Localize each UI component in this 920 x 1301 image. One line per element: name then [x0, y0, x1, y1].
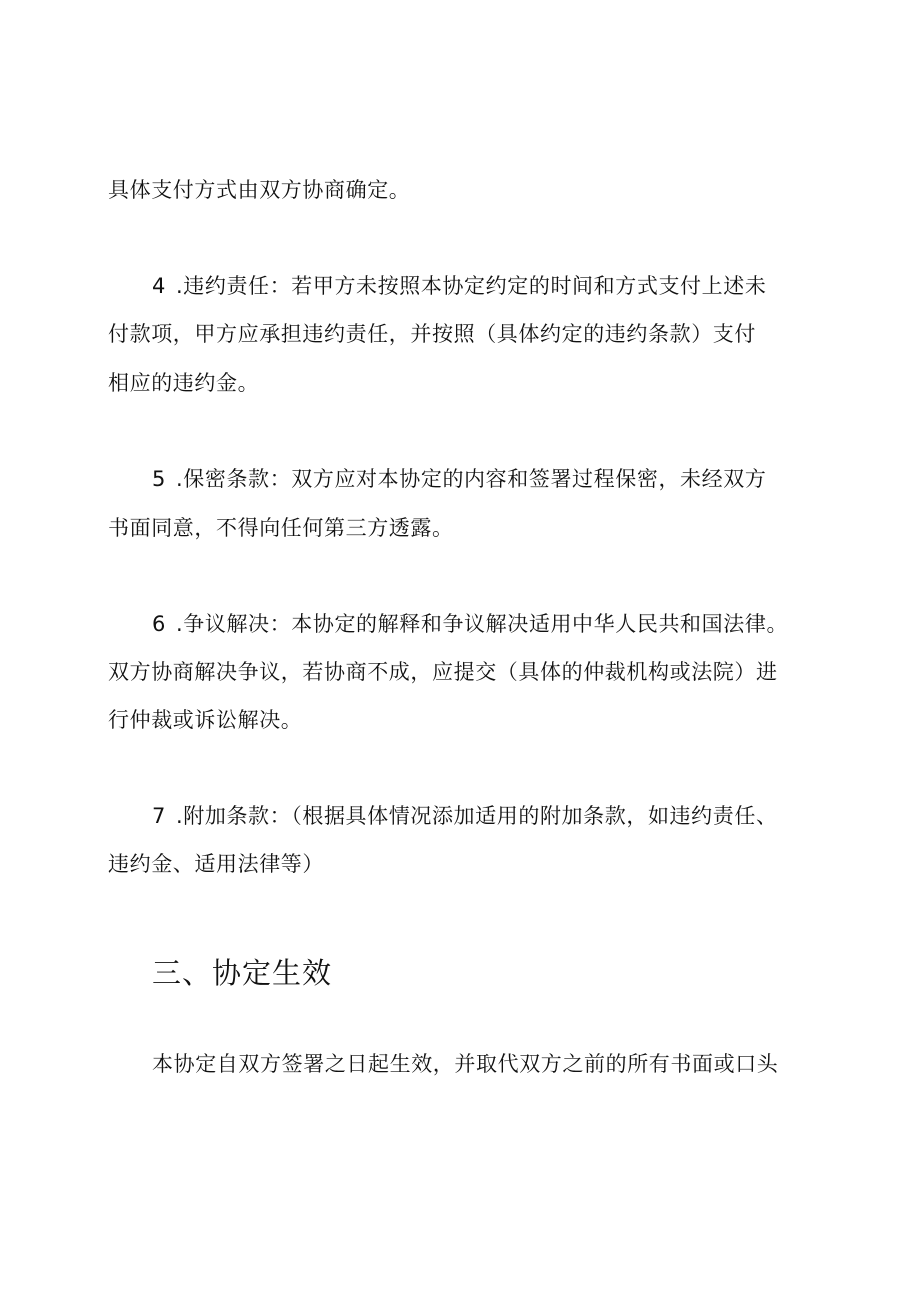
continuation-text: 具体支付方式由双方协商确定。 [108, 178, 411, 202]
clause-6-line-1 [152, 610, 788, 638]
clause-4-text-1: .违约责任：若甲方未按照本协定约定的时间和方式支付上述未 [175, 274, 767, 298]
clause-6-text-1: .争议解决：本协定的解释和争议解决适用中华人民共和国法律。 [175, 612, 789, 636]
clause-5-line-2: 书面同意，不得向任何第三方透露。 [108, 516, 454, 540]
section-3-line-1: 本协定自双方签署之日起生效，并取代双方之前的所有书面或口头 [152, 1052, 779, 1076]
clause-4-number: 4 [152, 274, 166, 298]
clause-5-number: 5 [152, 467, 166, 491]
clause-7-number: 7 [152, 804, 166, 828]
clause-6-number: 6 [152, 612, 166, 636]
clause-4-line-1 [152, 272, 766, 300]
clause-5-line-1 [152, 465, 766, 493]
section-3-heading: 三、协定生效 [152, 956, 333, 990]
clause-6-line-2: 双方协商解决争议，若协商不成，应提交（具体的仲裁机构或法院）进 [108, 660, 778, 684]
clause-6-line-3: 行仲裁或诉讼解决。 [108, 708, 303, 732]
clause-4-line-2: 付款项，甲方应承担违约责任，并按照（具体约定的违约条款）支付 [108, 322, 756, 346]
clause-7-line-1 [152, 802, 778, 830]
clause-5-text-1: .保密条款：双方应对本协定的内容和签署过程保密，未经双方 [175, 467, 767, 491]
clause-4-line-3: 相应的违约金。 [108, 371, 260, 395]
clause-7-text-1: .附加条款：（根据具体情况添加适用的附加条款，如违约责任、 [175, 804, 778, 828]
clause-7-line-2: 违约金、适用法律等） [108, 852, 324, 876]
